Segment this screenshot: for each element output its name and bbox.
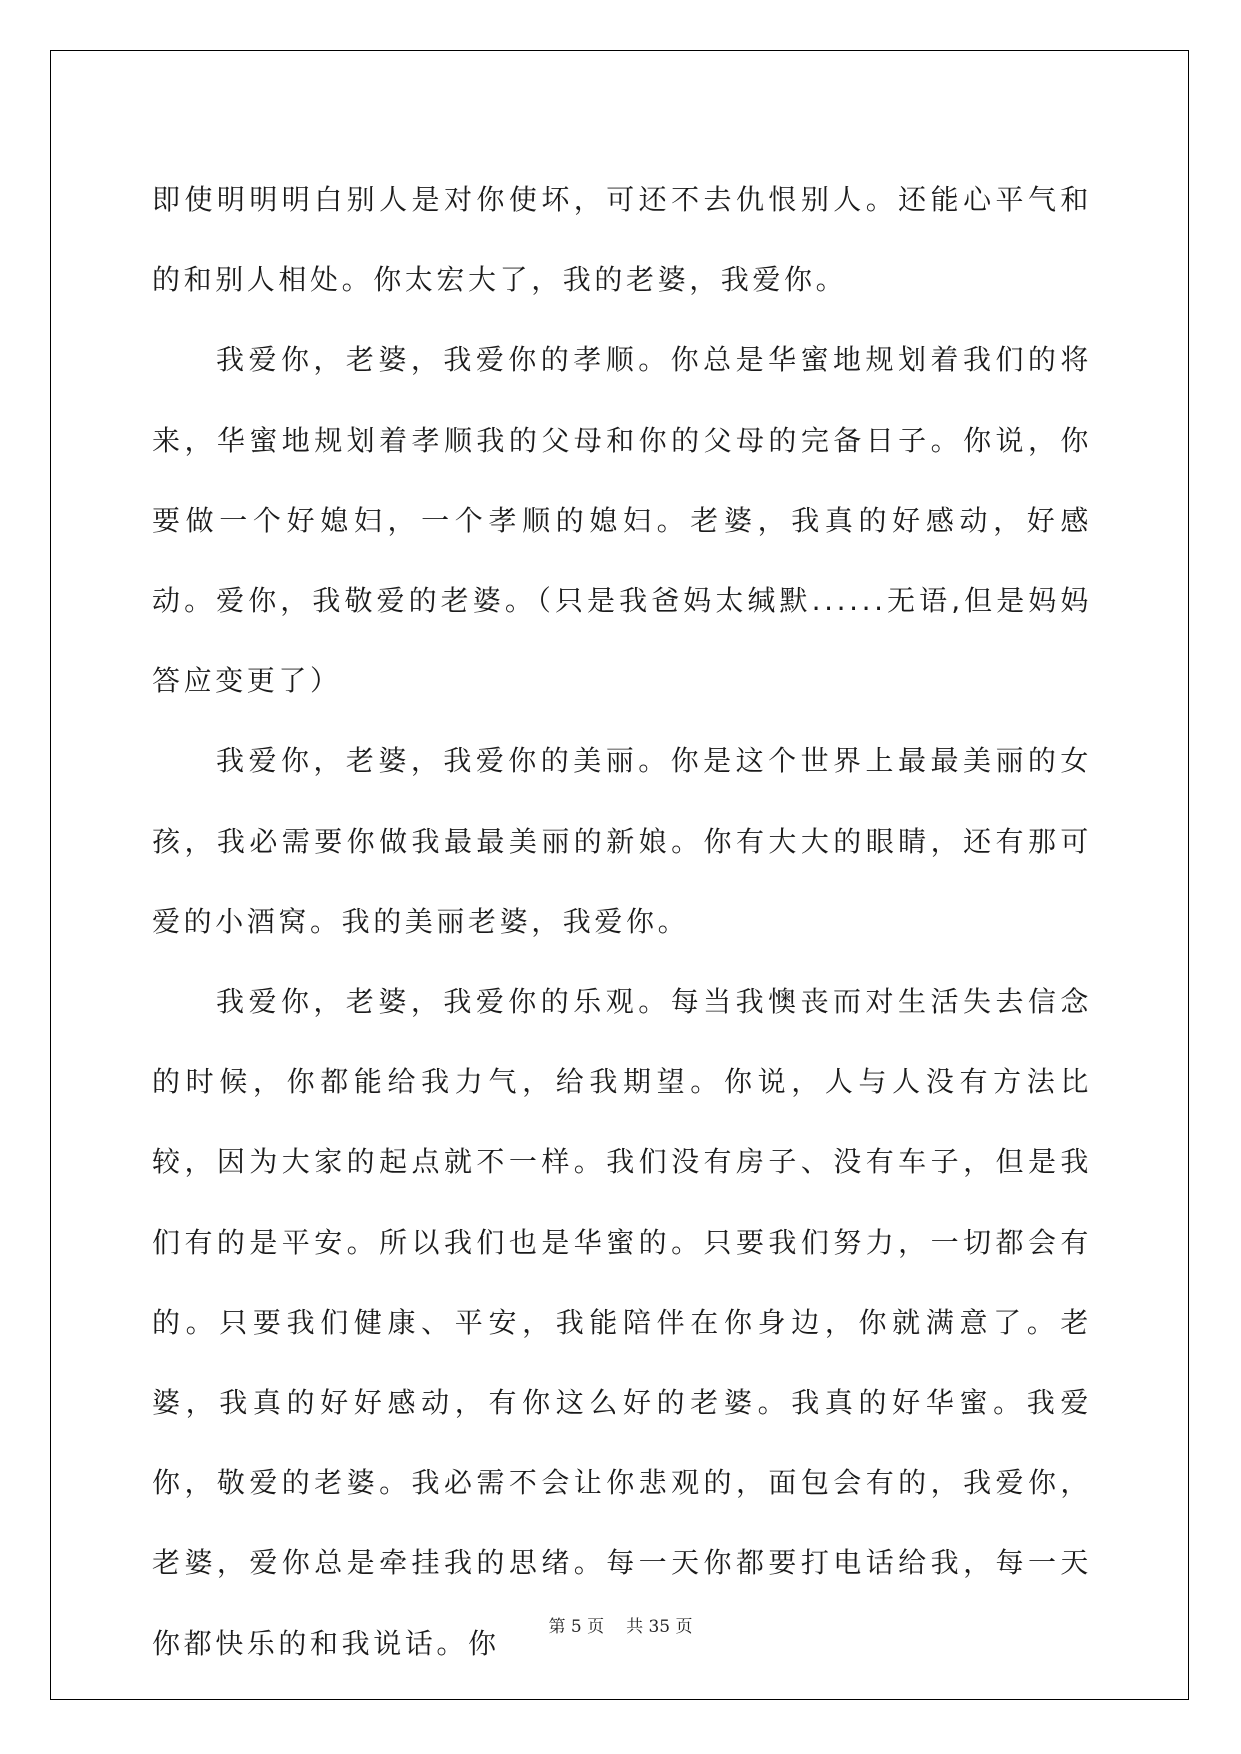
page-total: 共 35 页 (626, 1617, 693, 1637)
paragraph-3: 我爱你，老婆，我爱你的美丽。你是这个世界上最最美丽的女孩，我必需要你做我最最美丽的新娘。你有大大的眼睛，还有那可爱的小酒窝。我的美丽老婆，我爱你。 (152, 744, 1092, 938)
page-number: 第 5 页 (548, 1617, 605, 1637)
paragraph-1: 即使明明明白别人是对你使坏，可还不去仇恨别人。还能心平气和的和别人相处。你太宏大了，我的老婆，我爱你。 (152, 183, 1092, 297)
page-footer (0, 1617, 1241, 1637)
paragraph-4: 我爱你，老婆，我爱你的乐观。每当我懊丧而对生活失去信念的时候，你都能给我力气，给我期望。你说，人与人没有方法比较，因为大家的起点就不一样。我们没有房子、没有车子，但是我们有的是平安。所以我们也是华蜜的。只要我们努力，一切都会有的。只要我们健康、平安，我能陪伴在你身边，你就满意了。老婆，我真的好好感动，有你这么好的老婆。我真的好华蜜。我爱你，敬爱的老婆。我必需不会让你悲观的，面包会有的，我爱你，老婆，爱你总是牵挂我的思绪。每一天你都要打电话给我，每一天你都快乐的和我说话。你 (152, 985, 1092, 1660)
document-body (152, 160, 1092, 1684)
paragraph-2: 我爱你，老婆，我爱你的孝顺。你总是华蜜地规划着我们的将来，华蜜地规划着孝顺我的父母和你的父母的完备日子。你说，你要做一个好媳妇，一个孝顺的媳妇。老婆，我真的好感动，好感动。爱你，我敬爱的老婆。（只是我爸妈太缄默......无语,但是妈妈答应变更了） (152, 343, 1092, 698)
